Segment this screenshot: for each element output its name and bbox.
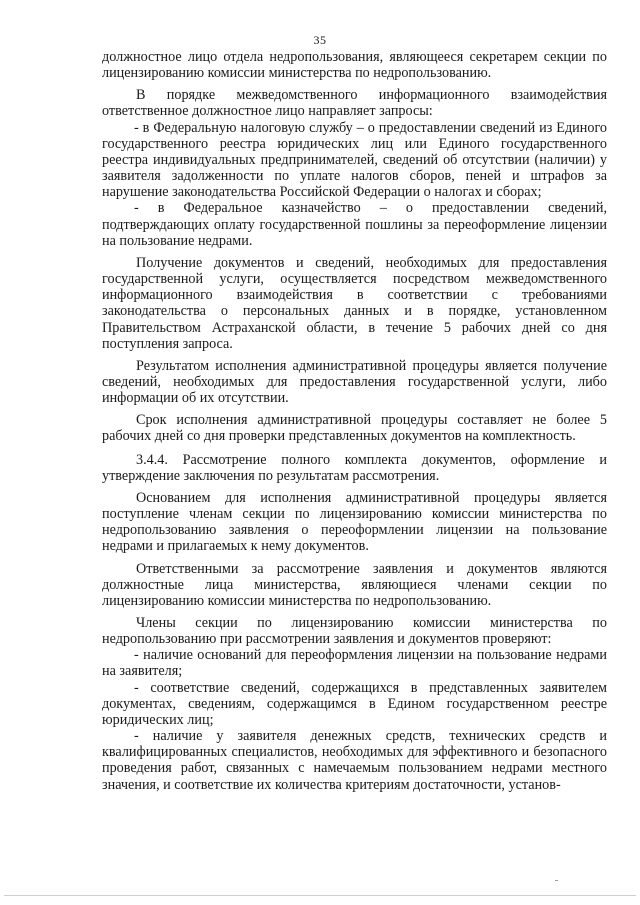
- body-text: [102, 49, 607, 793]
- paragraph-interagency-requests: В порядке межведомственного информационного взаимодействия ответственное должностное лицо направляет запросы:: [102, 87, 607, 120]
- list-item-treasury: - в Федеральное казначейство – о предоставлении сведений, подтверждающих оплату государственной пошлины за переоформление лицензии на пользование недрами.: [102, 200, 607, 249]
- list-item-data-consistency: - соответствие сведений, содержащихся в представленных заявителем документах, сведениям, содержащимся в Едином государственном реестре юридических лиц;: [102, 679, 607, 728]
- section-heading-3-4-4: 3.4.4. Рассмотрение полного комплекта документов, оформление и утверждение заключения по результатам рассмотрения.: [102, 451, 607, 484]
- paragraph-continuation: должностное лицо отдела недропользования, являющееся секретарем секции по лицензированию комиссии министерства по недропользованию.: [102, 49, 607, 82]
- list-item-tax-service: - в Федеральную налоговую службу – о предоставлении сведений из Единого государственного реестра юридических лиц или Единого государственного реестра индивидуальных предпринимателей, сведений об отсутствии (наличии) у заявителя задолженности по уплате налогов сборов, пеней и штрафов за нарушение законодательства Российской Федерации о налогах и сборах;: [102, 119, 607, 201]
- paragraph-procedure-result: Результатом исполнения административной процедуры является получение сведений, необходимых для предоставления государственной услуги, либо информации об их отсутствии.: [102, 357, 607, 407]
- paragraph-receiving-documents: Получение документов и сведений, необходимых для предоставления государственной услуги, осуществляется посредством межведомственного информационного взаимодействия в соответствии с требованиями законодательства о персональных данных и в порядке, установленном Правительством Астраханской области, в течение 5 рабочих дней со дня поступления запроса.: [102, 254, 607, 352]
- scan-artifact-dot: [555, 880, 558, 881]
- paragraph-procedure-basis: Основанием для исполнения административной процедуры является поступление членам секции по лицензированию комиссии министерства по недропользованию заявления о переоформлении лицензии на пользование недрами и прилагаемых к нему документов.: [102, 489, 607, 555]
- scan-edge-line: [4, 895, 636, 896]
- paragraph-section-members-check: Члены секции по лицензированию комиссии министерства по недропользованию при рассмотрении заявления и документов проверяют:: [102, 615, 607, 648]
- paragraph-responsible-officials: Ответственными за рассмотрение заявления и документов являются должностные лица министерства, являющиеся членами секции по лицензированию комиссии министерства по недропользованию.: [102, 560, 607, 609]
- list-item-resources: - наличие у заявителя денежных средств, технических средств и квалифицированных специалистов, необходимых для эффективного и безопасного проведения работ, связанных с намечаемым пользованием недрами местного значения, и соответствие их количества критериям достаточности, установ-: [102, 728, 607, 793]
- list-item-grounds: - наличие оснований для переоформления лицензии на пользование недрами на заявителя;: [102, 647, 607, 680]
- page-number: 35: [313, 33, 327, 47]
- paragraph-procedure-term: Срок исполнения административной процедуры составляет не более 5 рабочих дней со дня проверки представленных документов на комплектность.: [102, 412, 607, 445]
